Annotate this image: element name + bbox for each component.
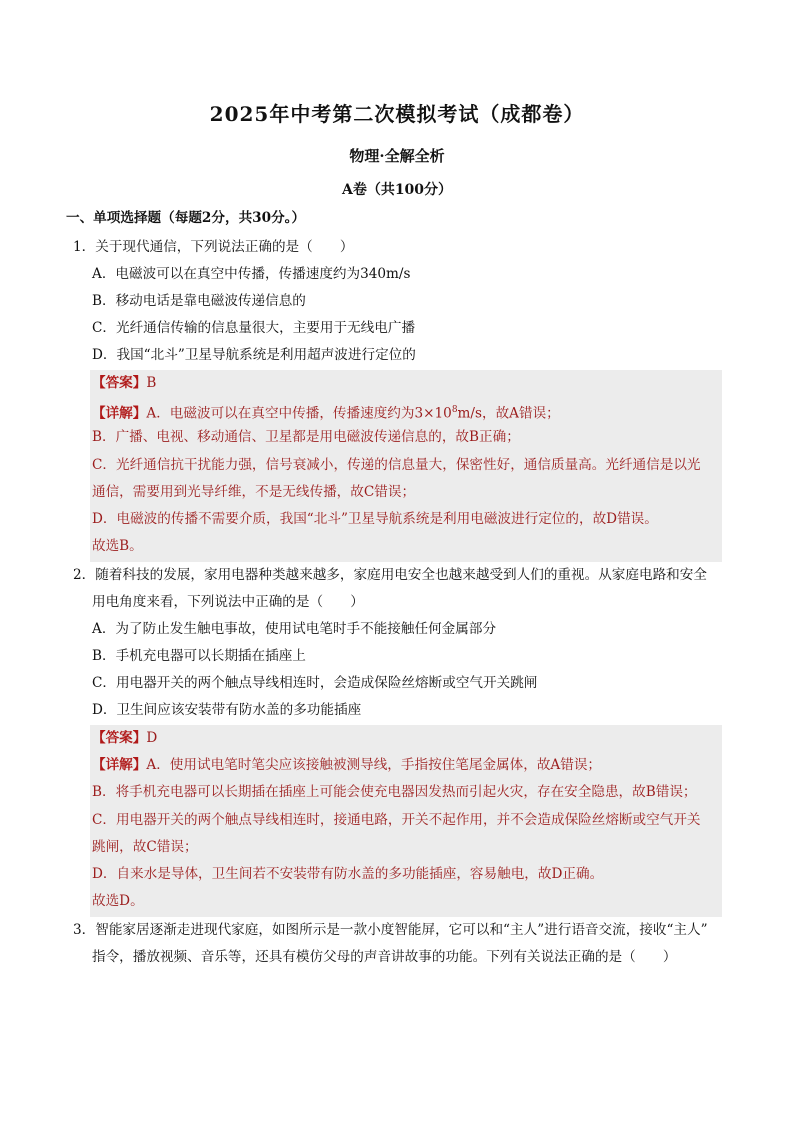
question-1-option-b: B．移动电话是靠电磁波传递信息的 xyxy=(92,293,306,309)
question-1-option-c: C．光纤通信传输的信息量很大，主要用于无线电广播 xyxy=(92,320,416,336)
page-title: 2025年中考第二次模拟考试（成都卷） xyxy=(209,102,585,126)
section-heading: 一、单项选择题（每题2分，共30分。） xyxy=(66,210,306,226)
question-2-answer: 【答案】D xyxy=(92,730,158,746)
question-2-detail-b: B．将手机充电器可以长期插在插座上可能会使充电器因发热而引起火灾，存在安全隐患，故B错误； xyxy=(92,784,697,800)
question-2-option-c: C．用电器开关的两个触点导线相连时，会造成保险丝熔断或空气开关跳闸 xyxy=(92,675,538,691)
question-2-conclusion: 故选D。 xyxy=(92,893,144,909)
question-2-option-a: A．为了防止发生触电事故，使用试电笔时手不能接触任何金属部分 xyxy=(92,621,497,637)
question-1-detail-c2: 通信，需要用到光导纤维，不是无线传播，故C错误； xyxy=(92,484,416,500)
question-1-option-a: A．电磁波可以在真空中传播，传播速度约为340m/s xyxy=(92,266,411,282)
question-1-detail-c1: C．光纤通信抗干扰能力强，信号衰减小，传递的信息量大，保密性好，通信质量高。光纤通信是以光 xyxy=(92,457,701,473)
question-2-detail-c1: C．用电器开关的两个触点导线相连时，接通电路，开关不起作用，并不会造成保险丝熔断或空气开关 xyxy=(92,812,701,828)
question-1-detail-d: D．电磁波的传播不需要介质，我国“北斗”卫星导航系统是利用电磁波进行定位的，故D错误。 xyxy=(92,511,658,527)
question-2-answer-box xyxy=(90,725,722,917)
question-1-answer: 【答案】B xyxy=(92,375,157,391)
question-1-stem: 1．关于现代通信，下列说法正确的是（ ） xyxy=(73,239,354,255)
question-3-stem-line-1: 3．智能家居逐渐走进现代家庭，如图所示是一款小度智能屏，它可以和“主人”进行语音交流，接收“主人” xyxy=(73,922,708,938)
question-2-detail-c2: 跳闸，故C错误； xyxy=(92,839,198,855)
question-3-stem-line-2: 指令，播放视频、音乐等，还具有模仿父母的声音讲故事的功能。下列有关说法正确的是（ ） xyxy=(92,949,677,965)
question-1-detail-a: 【详解】A．电磁波可以在真空中传播，传播速度约为$3\times 10^8m/s$，故A错误； xyxy=(92,405,560,422)
question-2-detail-a: 【详解】A．使用试电笔时笔尖应该接触被测导线，手指按住笔尾金属体，故A错误； xyxy=(92,757,602,773)
page-subtitle: 物理·全解全析 xyxy=(349,147,445,165)
question-2-stem-line-1: 2．随着科技的发展，家用电器种类越来越多，家庭用电安全也越来越受到人们的重视。从家庭电路和安全 xyxy=(73,567,707,583)
question-2-option-d: D．卫生间应该安装带有防水盖的多功能插座 xyxy=(92,702,362,718)
part-heading: A卷（共100分） xyxy=(341,182,453,198)
question-1-conclusion: 故选B。 xyxy=(92,538,143,554)
question-2-option-b: B．手机充电器可以长期插在插座上 xyxy=(92,648,306,664)
question-1-detail-b: B．广播、电视、移动通信、卫星都是用电磁波传递信息的，故B正确； xyxy=(92,429,520,445)
question-1-option-d: D．我国“北斗”卫星导航系统是利用超声波进行定位的 xyxy=(92,347,416,363)
question-2-stem-line-2: 用电角度来看，下列说法中正确的是（ ） xyxy=(92,594,364,610)
question-2-detail-d: D．自来水是导体，卫生间若不安装带有防水盖的多功能插座，容易触电，故D正确。 xyxy=(92,866,604,882)
question-1-answer-box xyxy=(90,370,722,562)
